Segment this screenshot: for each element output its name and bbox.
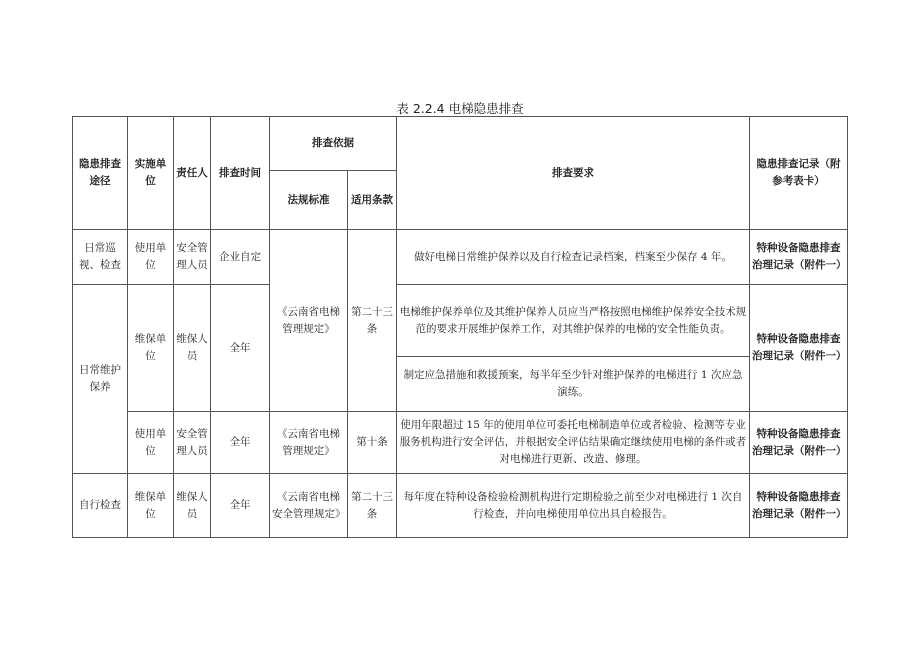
cell-record: 特种设备隐患排查治理记录（附件一） (750, 230, 848, 285)
hazard-inspection-table (72, 116, 848, 538)
cell-requirement: 制定应急措施和救援预案，每半年至少针对维护保养的电梯进行 1 次应急演练。 (397, 357, 750, 412)
cell-law-shared: 《云南省电梯管理规定》 (270, 230, 348, 412)
header-requirement: 排查要求 (397, 117, 750, 230)
cell-path: 日常巡视、检查 (73, 230, 128, 285)
cell-requirement: 电梯维护保养单位及其维护保养人员应当严格按照电梯维护保养安全技术规范的要求开展维护保养工作，对其维护保养的电梯的安全性能负责。 (397, 285, 750, 357)
cell-path: 自行检查 (73, 474, 128, 538)
cell-law: 《云南省电梯管理规定》 (270, 412, 348, 474)
cell-person: 维保人员 (174, 474, 211, 538)
cell-law: 《云南省电梯安全管理规定》 (270, 474, 348, 538)
cell-unit: 维保单位 (128, 285, 174, 412)
cell-unit: 使用单位 (128, 230, 174, 285)
cell-person: 维保人员 (174, 285, 211, 412)
cell-record: 特种设备隐患排查治理记录（附件一） (750, 474, 848, 538)
cell-requirement: 使用年限超过 15 年的使用单位可委托电梯制造单位或者检验、检测等专业服务机构进行安全评估，并根据安全评估结果确定继续使用电梯的条件或者对电梯进行更新、改造、修理。 (397, 412, 750, 474)
table-row (73, 230, 848, 285)
header-basis: 排查依据 (270, 117, 397, 171)
cell-unit: 使用单位 (128, 412, 174, 474)
header-clause: 适用条款 (348, 171, 397, 230)
header-record: 隐患排查记录（附参考表卡） (750, 117, 848, 230)
header-unit: 实施单位 (128, 117, 174, 230)
table-row (73, 285, 848, 357)
header-person: 责任人 (174, 117, 211, 230)
cell-path: 日常维护保养 (73, 285, 128, 474)
cell-record: 特种设备隐患排查治理记录（附件一） (750, 412, 848, 474)
cell-clause: 第十条 (348, 412, 397, 474)
cell-record: 特种设备隐患排查治理记录（附件一） (750, 285, 848, 412)
header-path: 隐患排查途径 (73, 117, 128, 230)
table-row (73, 474, 848, 538)
cell-person: 安全管理人员 (174, 230, 211, 285)
cell-requirement: 做好电梯日常维护保养以及自行检查记录档案，档案至少保存 4 年。 (397, 230, 750, 285)
header-row-1 (73, 117, 848, 171)
cell-time: 全年 (211, 285, 270, 412)
cell-clause: 第二十三条 (348, 474, 397, 538)
cell-person: 安全管理人员 (174, 412, 211, 474)
cell-time: 全年 (211, 474, 270, 538)
cell-requirement: 每年度在特种设备检验检测机构进行定期检验之前至少对电梯进行 1 次自行检查，并向电梯使用单位出具自检报告。 (397, 474, 750, 538)
header-law: 法规标准 (270, 171, 348, 230)
cell-clause-shared: 第二十三条 (348, 230, 397, 412)
table-caption: 表 2.2.4 电梯隐患排查 (396, 101, 524, 116)
table-row (73, 412, 848, 474)
cell-unit: 维保单位 (128, 474, 174, 538)
cell-time: 企业自定 (211, 230, 270, 285)
cell-time: 全年 (211, 412, 270, 474)
header-time: 排查时间 (211, 117, 270, 230)
